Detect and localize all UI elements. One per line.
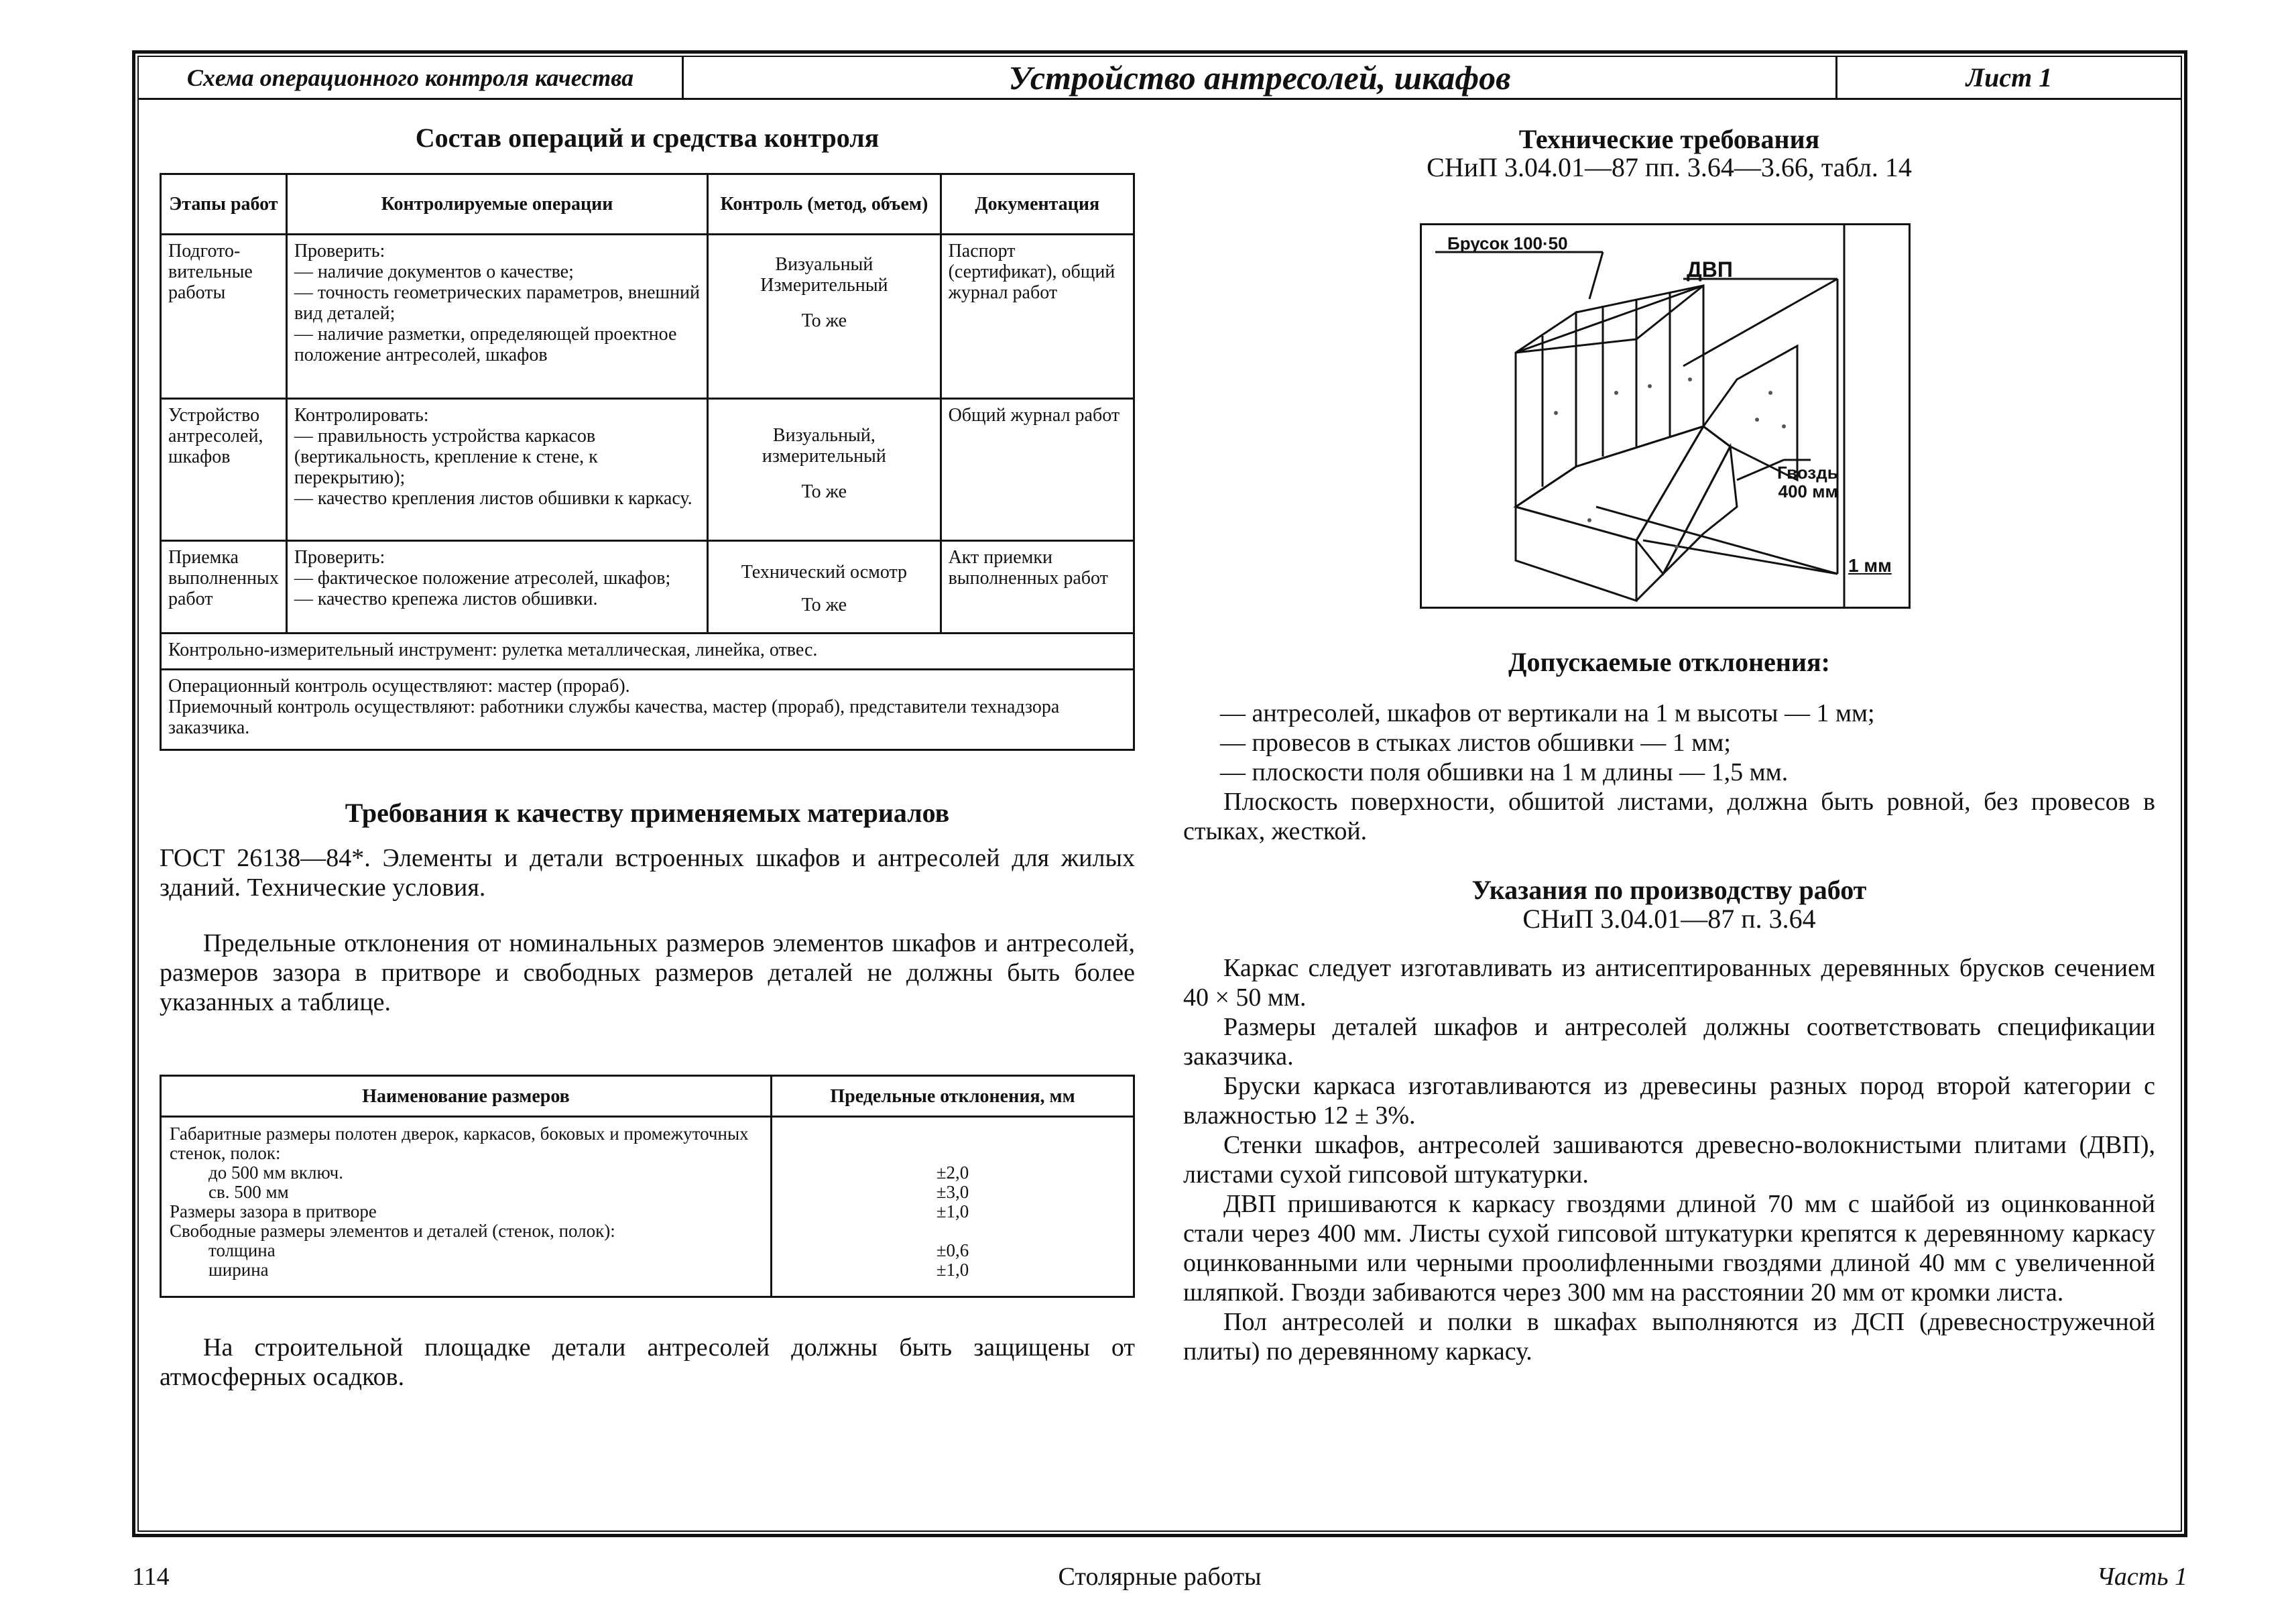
ops-cell xyxy=(286,399,707,541)
instructions-subtitle: СНиП 3.04.01—87 п. 3.64 xyxy=(1522,904,1816,934)
footer-title: Столярные работы xyxy=(1058,1563,1262,1591)
control-method: Технический осмотр xyxy=(741,562,908,583)
ops-cell xyxy=(286,235,707,399)
deviations-title: Допускаемые отклонения: xyxy=(1508,647,1830,677)
deviations-list xyxy=(1220,699,2159,787)
header-title: Устройство антресолей, шкафов xyxy=(684,57,1837,98)
control-cell xyxy=(708,399,941,541)
instruction-paragraph: ДВП пришиваются к каркасу гвоздями длиной 70 мм с шайбой из оцинкованной стали через 400 мм. Листы сухой гипсовой штукатурки крепятся к деревянному каркасу оцинкованными или черными проолифленными гвоздями длиной 40 мм с увеличенной шляпкой. Гвозди забиваются через 300 мм на расстоянии 20 мм от кромки листа. xyxy=(1183,1190,2155,1307)
instruction-paragraph: Каркас следует изготавливать из антисептированных деревянных брусков сечением 40 × 50 мм. xyxy=(1183,954,2155,1012)
stage-cell: Устройство антресолей, шкафов xyxy=(161,399,287,541)
instruction-paragraph: Бруски каркаса изготавливаются из древесины разных пород второй категории с влажностью 12 ± 3%. xyxy=(1183,1072,2155,1130)
control-method: Визуальный Измерительный xyxy=(760,254,888,296)
dev-names-cell xyxy=(161,1117,772,1297)
stage-cell: Подгото-вительные работы xyxy=(161,235,287,399)
header-sheet: Лист 1 xyxy=(1966,62,2053,93)
table-row xyxy=(161,541,1134,634)
dev-name: Свободные размеры элементов и деталей (стенок, полок): xyxy=(170,1221,615,1241)
control-note: Приемочный контроль осуществляют: работники службы качества, мастер (прораб), представители технадзора заказчика. xyxy=(168,697,1060,738)
cabinet-drawing xyxy=(1422,225,1909,607)
dev-value: ±3,0 xyxy=(936,1182,969,1202)
ops-col-ops: Контролируемые операции xyxy=(286,174,707,235)
docs-cell: Паспорт (сертификат), общий журнал работ xyxy=(941,235,1134,399)
dev-col-name: Наименование размеров xyxy=(161,1076,772,1117)
materials-title: Требования к качеству применяемых материалов xyxy=(345,798,950,828)
label-dvp: ДВП xyxy=(1687,257,1733,282)
instrument-row: Контрольно-измерительный инструмент: рулетка металлическая, линейка, отвес. xyxy=(161,634,1134,670)
cabinet-front-base xyxy=(1636,426,1730,574)
ops-line: — фактическое положение атресолей, шкафов; xyxy=(294,568,671,589)
instructions-body xyxy=(1183,953,2155,1366)
ops-line: Проверить: xyxy=(294,547,385,568)
dev-values-cell xyxy=(772,1117,1134,1297)
ops-line: — качество крепления листов обшивки к каркасу. xyxy=(294,488,692,509)
instruction-paragraph: Стенки шкафов, антресолей зашиваются древесно-волокнистыми плитами (ДВП), листами сухой гипсовой штукатурки. xyxy=(1183,1131,2155,1189)
label-nail-line-2: 400 мм xyxy=(1778,481,1838,501)
docs-cell: Акт приемки выполненных работ xyxy=(941,541,1134,634)
deviations-table xyxy=(160,1075,1135,1298)
docs-cell: Общий журнал работ xyxy=(941,399,1134,541)
tech-subtitle: СНиП 3.04.01—87 пп. 3.64—3.66, табл. 14 xyxy=(1427,152,1912,182)
dev-name: Габаритные размеры полотен дверок, каркасов, боковых и промежуточных стенок, полок: xyxy=(170,1124,749,1163)
label-1mm: 1 мм xyxy=(1848,555,1892,576)
dev-name: до 500 мм включ. xyxy=(208,1162,343,1183)
header-left: Схема операционного контроля качества xyxy=(139,57,684,98)
ops-table xyxy=(160,173,1135,751)
tech-title: Технические требования xyxy=(1518,124,1820,154)
materials-paragraph-1: ГОСТ 26138—84*. Элементы и детали встроенных шкафов и антресолей для жилых зданий. Технические условия. xyxy=(160,844,1135,902)
cabinet-back-panel xyxy=(1576,286,1703,467)
control-same: То же xyxy=(801,310,847,331)
ops-col-stage: Этапы работ xyxy=(161,174,287,235)
label-bar: Брусок 100·50 xyxy=(1447,233,1568,253)
protect-paragraph: На строительной площадке детали антресолей должны быть защищены от атмосферных осадков. xyxy=(160,1333,1135,1391)
dev-name: Размеры зазора в притворе xyxy=(170,1201,377,1221)
table-row xyxy=(161,399,1134,541)
control-notes-row xyxy=(161,670,1134,750)
instruction-paragraph: Размеры деталей шкафов и антресолей должны соответствовать спецификации заказчика. xyxy=(1183,1013,2155,1071)
control-same: То же xyxy=(801,481,847,502)
dev-value: ±1,0 xyxy=(936,1201,969,1221)
ops-cell xyxy=(286,541,707,634)
page-number: 114 xyxy=(132,1563,170,1591)
label-nail xyxy=(1777,463,1838,501)
dev-name: толщина xyxy=(208,1240,276,1260)
table-row xyxy=(161,235,1134,399)
header-bar xyxy=(139,57,2181,100)
deviation-item: — антресолей, шкафов от вертикали на 1 м высоты — 1 мм; xyxy=(1220,699,1875,727)
dev-value: ±1,0 xyxy=(936,1260,969,1280)
control-cell xyxy=(708,235,941,399)
control-note: Операционный контроль осуществляют: мастер (прораб). xyxy=(168,676,630,697)
ops-line: — наличие разметки, определяющей проектное положение антресолей, шкафов xyxy=(294,324,677,365)
ops-line: Контролировать: xyxy=(294,405,429,426)
ops-line: — наличие документов о качестве; xyxy=(294,261,574,282)
ops-col-docs: Документация xyxy=(941,174,1134,235)
dev-name: св. 500 мм xyxy=(208,1182,289,1202)
dev-name: ширина xyxy=(208,1260,269,1280)
instructions-title: Указания по производству работ xyxy=(1471,875,1867,905)
ops-title: Состав операций и средства контроля xyxy=(415,123,880,153)
dev-col-value: Предельные отклонения, мм xyxy=(772,1076,1134,1117)
stage-cell: Приемка выполненных работ xyxy=(161,541,287,634)
deviation-item: — провесов в стыках листов обшивки — 1 мм; xyxy=(1220,729,1731,757)
dev-value: ±2,0 xyxy=(936,1162,969,1183)
cabinet-figure xyxy=(1420,223,1911,609)
label-nail-line-1: Гвоздь xyxy=(1777,463,1838,483)
footer-part: Часть 1 xyxy=(2096,1563,2187,1591)
ops-line: Проверить: xyxy=(294,241,385,261)
deviation-item: — плоскости поля обшивки на 1 м длины — 1,5 мм. xyxy=(1220,758,1789,786)
ops-line: — качество крепежа листов обшивки. xyxy=(294,589,598,609)
deviations-paragraph: Плоскость поверхности, обшитой листами, должна быть ровной, без провесов в стыках, жесткой. xyxy=(1183,788,2155,845)
control-method: Визуальный, измерительный xyxy=(762,425,886,467)
ops-line: — правильность устройства каркасов (вертикальность, крепление к стене, к перекрытию); xyxy=(294,426,598,488)
dev-value: ±0,6 xyxy=(936,1240,969,1260)
control-same: То же xyxy=(801,595,847,615)
control-cell xyxy=(708,541,941,634)
instruction-paragraph: Пол антресолей и полки в шкафах выполняются из ДСП (древесностружечной плиты) по деревянному каркасу. xyxy=(1183,1308,2155,1366)
materials-paragraph-2: Предельные отклонения от номинальных размеров элементов шкафов и антресолей, размеров зазора в притворе и свободных размеров деталей не должны быть более указанных а таблице. xyxy=(160,929,1135,1016)
ops-line: — точность геометрических параметров, внешний вид деталей; xyxy=(294,282,701,324)
ops-col-control: Контроль (метод, объем) xyxy=(708,174,941,235)
